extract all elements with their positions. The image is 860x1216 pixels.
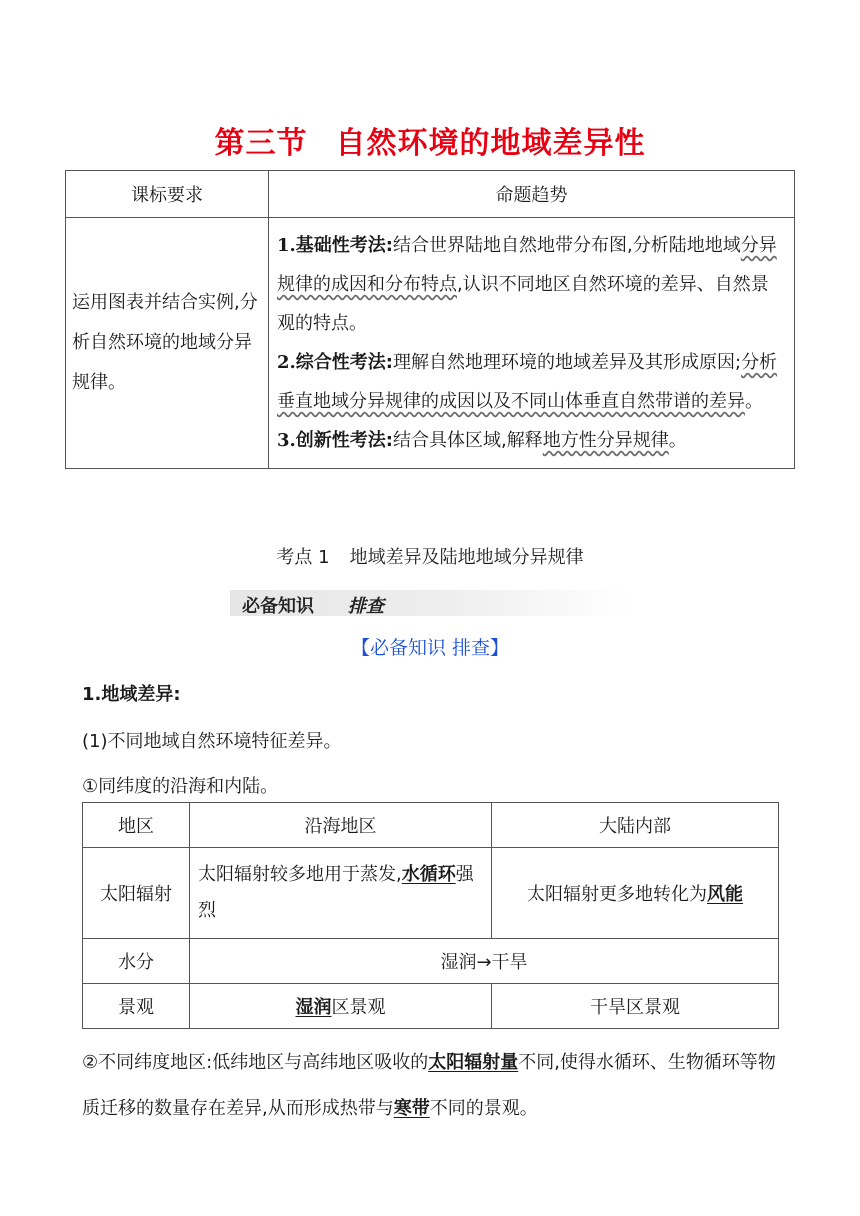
banner-label-italic: 排查 — [348, 596, 384, 617]
banner-label: 必备知识 — [242, 596, 314, 617]
curriculum-requirement-text: 运用图表并结合实例,分析自然环境的地域分异规律。 — [66, 218, 269, 469]
row-label: 景观 — [83, 984, 190, 1029]
paragraph: ②不同纬度地区:低纬地区与高纬地区吸收的太阳辐射量不同,使得水循环、生物循环等物质迁移的数量存在差异,从而形成热带与寒带不同的景观。 — [82, 1052, 776, 1119]
answer-text: 风能 — [707, 884, 743, 905]
requirements-table — [65, 170, 795, 469]
key-phrase: 分析垂直地域分异规律的成因以及不同山体垂直自然带谱的差异 — [277, 352, 778, 412]
section-banner — [230, 590, 630, 616]
header-curriculum-requirements: 课标要求 — [66, 171, 269, 218]
table-cell: 太阳辐射更多地转化为风能 — [492, 848, 779, 939]
answer-text: 寒带 — [393, 1098, 430, 1119]
table-cell: 太阳辐射较多地用于蒸发,水循环强烈 — [190, 848, 492, 939]
key-phrase: 分异规律的成因和分布特点 — [277, 235, 777, 295]
trend-item-basic: 1.基础性考法:结合世界陆地自然地带分布图,分析陆地地域分异规律的成因和分布特点,认识不同地区自然环境的差异、自然景观的特点。 — [277, 235, 777, 334]
trend-label: 创新性考法: — [295, 430, 393, 451]
answer-text: 太阳辐射量 — [428, 1052, 519, 1073]
trend-label: 综合性考法: — [295, 352, 393, 373]
table-header-cell: 沿海地区 — [190, 803, 492, 848]
subsection-heading: (1)不同地域自然环境特征差异。 — [82, 731, 342, 752]
row-label: 水分 — [83, 939, 190, 984]
answer-text: 湿润 — [295, 997, 332, 1018]
section-heading: 1.地域差异: — [82, 684, 181, 705]
exam-point-heading: 考点 1 地域差异及陆地地域分异规律 — [276, 547, 584, 568]
table-cell: 干旱区景观 — [492, 984, 779, 1029]
comparison-table — [82, 802, 779, 1029]
sub-banner: 【必备知识 排查】 — [350, 637, 510, 659]
requirements-content-row — [66, 218, 795, 469]
table-header-cell: 大陆内部 — [492, 803, 779, 848]
trend-item-innovative: 3.创新性考法:结合具体区域,解释地方性分异规律。 — [277, 430, 687, 451]
table-cell: 湿润→干旱 — [190, 939, 779, 984]
requirements-header-row — [66, 171, 795, 218]
table-row — [83, 939, 779, 984]
exam-trends-content — [269, 218, 795, 469]
table-header-cell: 地区 — [83, 803, 190, 848]
page-title: 第三节 自然环境的地域差异性 — [214, 126, 646, 161]
table-row — [83, 984, 779, 1029]
table-row — [83, 848, 779, 939]
key-phrase: 地方性分异规律 — [542, 430, 669, 451]
table-cell: 湿润区景观 — [190, 984, 492, 1029]
row-label: 太阳辐射 — [83, 848, 190, 939]
list-item-heading: ①同纬度的沿海和内陆。 — [82, 776, 279, 797]
answer-text: 水循环 — [401, 864, 456, 885]
header-exam-trends: 命题趋势 — [269, 171, 795, 218]
trend-label: 基础性考法: — [295, 235, 393, 256]
table-row — [83, 803, 779, 848]
trend-item-comprehensive: 2.综合性考法:理解自然地理环境的地域差异及其形成原因;分析垂直地域分异规律的成因以及不同山体垂直自然带谱的差异。 — [277, 352, 778, 412]
